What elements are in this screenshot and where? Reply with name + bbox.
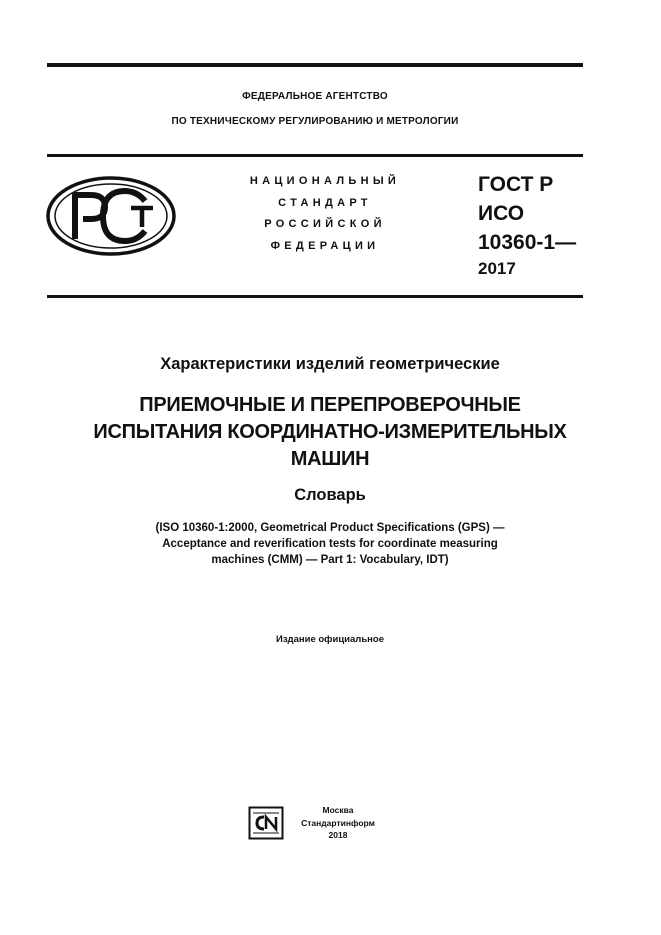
- national-standard-line-3: РОССИЙСКОЙ: [264, 218, 386, 230]
- designation-line-2: ИСО: [478, 202, 525, 225]
- header-rule: [47, 154, 583, 157]
- document-subtitle: Характеристики изделий геометрические: [160, 355, 500, 373]
- title-block-rule: [47, 295, 583, 298]
- main-title-line-1: ПРИЕМОЧНЫЕ И ПЕРЕПРОВЕРОЧНЫЕ: [139, 394, 521, 416]
- gost-r-logo-icon: [45, 175, 177, 257]
- main-title-line-3: МАШИН: [290, 448, 370, 470]
- national-standard-line-4: ФЕДЕРАЦИИ: [270, 239, 380, 252]
- designation-line-3: 10360-1—: [478, 231, 577, 254]
- publication-year: 2018: [328, 830, 348, 840]
- publisher-name: Стандартинформ: [301, 817, 375, 828]
- iso-reference: [30, 520, 630, 568]
- document-part-title: Словарь: [294, 486, 366, 504]
- publisher-logo-icon: [248, 806, 284, 840]
- standard-designation: [478, 170, 578, 281]
- edition-label: Издание официальное: [276, 634, 384, 645]
- agency-line-2: ПО ТЕХНИЧЕСКОМУ РЕГУЛИРОВАНИЮ И МЕТРОЛОГИИ: [171, 116, 459, 127]
- iso-reference-line-2: Acceptance and reverification tests for coordinate measuring: [162, 538, 498, 550]
- agency-line-1: ФЕДЕРАЛЬНОЕ АГЕНТСТВО: [242, 91, 388, 102]
- national-standard-line-1: НАЦИОНАЛЬНЫЙ: [249, 175, 401, 187]
- publisher-city: Москва: [322, 805, 354, 815]
- iso-reference-line-1: (ISO 10360-1:2000, Geometrical Product Specifications (GPS) —: [155, 522, 505, 534]
- iso-reference-line-3: machines (CMM) — Part 1: Vocabulary, IDT): [211, 554, 449, 566]
- top-rule: [47, 63, 583, 67]
- publisher-block: [293, 804, 383, 842]
- designation-year: 2017: [478, 259, 516, 278]
- national-standard-label: [225, 171, 425, 257]
- designation-line-1: ГОСТ Р: [478, 173, 554, 196]
- national-standard-line-2: СТАНДАРТ: [278, 196, 372, 209]
- main-title-line-2: ИСПЫТАНИЯ КООРДИНАТНО-ИЗМЕРИТЕЛЬНЫХ: [93, 421, 567, 443]
- document-main-title: [30, 392, 630, 473]
